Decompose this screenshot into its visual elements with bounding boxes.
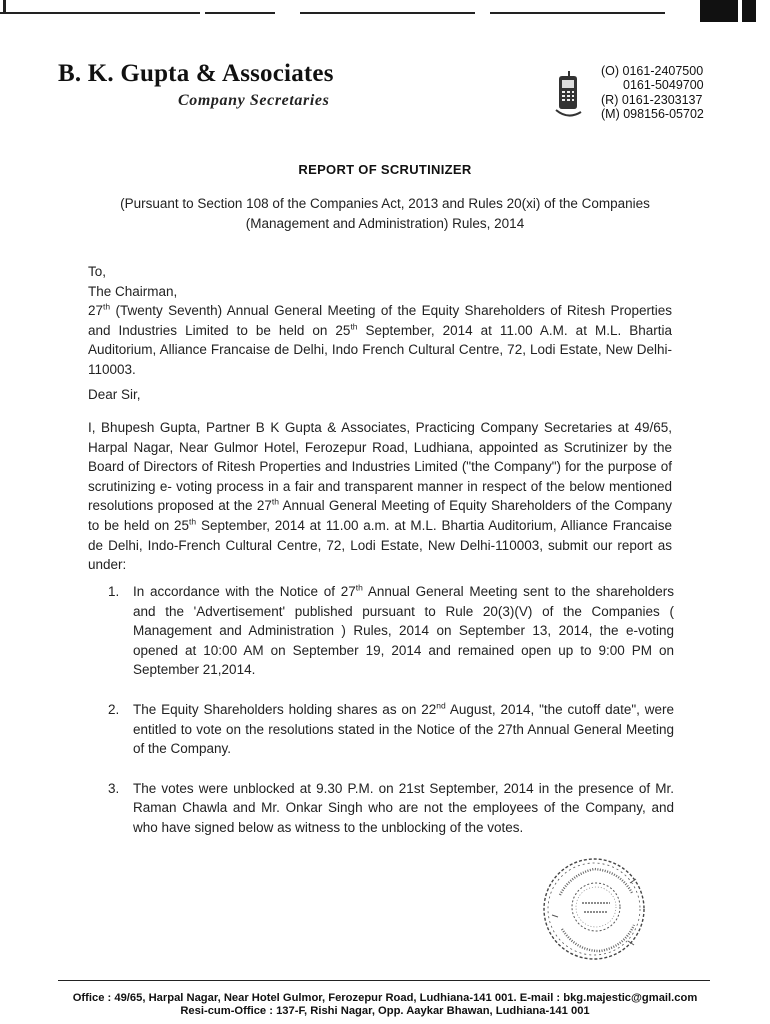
list-item — [108, 779, 674, 838]
office-phone: (O) 0161-2407500 — [601, 64, 704, 78]
firm-name: B. K. Gupta & Associates — [58, 60, 334, 87]
meeting-text: September, 2014 at 11.00 A.M. at M.L. Bhartia Auditorium, Alliance Francaise de Delhi, Indo French Cultural Centre, 72, Lodi Estate, New Delhi-110003. — [88, 322, 672, 377]
residence-address: Resi-cum-Office : 137-F, Rishi Nagar, Opp. Aaykar Bhawan, Ludhiana-141 001 — [180, 1004, 590, 1017]
item-number: 2. — [108, 701, 120, 717]
item-text: The votes were unblocked at 9.30 P.M. on 21st September, 2014 in the presence of Mr. Raman Chawla and Mr. Onkar Singh who are not the employees of the Company, and who have signed below as witness to the unblocking of the votes. — [133, 780, 674, 835]
pursuant-clause: (Pursuant to Section 108 of the Companies Act, 2013 and Rules 20(xi) of the Companies (Management and Administration) Rules, 2014 — [120, 196, 650, 231]
meeting-text: (Twenty Seventh) Annual General Meeting of the Equity Shareholders of Ritesh Properties and Industries Limited to be held on 25 — [88, 303, 672, 338]
intro-text: Annual General Meeting of Equity Shareholders of the Company to be held on 25 — [88, 498, 672, 533]
company-seal-stamp — [540, 855, 648, 963]
to-line: To, — [88, 264, 107, 279]
item-text: The Equity Shareholders holding shares as on 22 — [133, 701, 437, 717]
firm-subtitle: Company Secretaries — [178, 92, 330, 109]
top-rule — [490, 12, 665, 14]
item-number: 1. — [108, 584, 120, 599]
ordinal-suffix: th — [350, 321, 358, 332]
mobile-phone: (M) 098156-05702 — [601, 107, 704, 122]
item-text: August, 2014, "the cutoff date", were entitled to vote on the resolutions stated in the Notice of the 27th Annual General Meeting of the Company. — [133, 701, 674, 757]
ordinal-suffix: th — [271, 496, 279, 507]
top-rule — [205, 12, 275, 14]
item-text: In accordance with the Notice of 27 — [133, 584, 356, 599]
report-title: REPORT OF SCRUTINIZER — [298, 162, 472, 177]
intro-text: I, Bhupesh Gupta, Partner B K Gupta & Associates, Practicing Company Secretaries at 49/65, Harpal Nagar, Near Gulmor Hotel, Ferozepur Road, Ludhiana, appointed as Scrutinizer by the Board of Directors of Ritesh Properties and Industries Limited ("the Company") for the purpose of scrutinizing e- voting process in a fair and transparent manner in respect of the below mentioned resolutions proposed at the 27 — [88, 420, 672, 514]
top-rule — [300, 12, 475, 14]
office-phone-alt: 0161-5049700 — [623, 78, 704, 93]
scan-edge-mark — [742, 0, 756, 22]
numbered-list — [108, 582, 674, 858]
meeting-description — [88, 301, 672, 379]
top-border-marks — [0, 0, 770, 22]
residence-phone: (R) 0161-2303137 — [601, 92, 703, 107]
footer-address — [0, 992, 770, 1018]
meeting-ordinal: 27 — [88, 303, 104, 319]
contact-numbers — [601, 64, 704, 122]
item-text: Annual General Meeting sent to the shareholders and the 'Advertisement' published pursuant to Rule 20(3)(V) of the Companies ( Management and Administration ) Rules, 2014 on September 13, 2014, the e-voting opened at 10:00 AM on September 19, 2014 and remained open up to 9:00 PM on September 21,2014. — [133, 584, 674, 678]
addressee-block — [88, 262, 672, 380]
item-number: 3. — [108, 780, 120, 796]
ordinal-suffix: th — [189, 516, 197, 527]
recipient-line: The Chairman, — [88, 283, 178, 299]
phone-icon — [548, 70, 588, 122]
ordinal-suffix: nd — [436, 700, 446, 711]
ordinal-suffix: th — [355, 582, 363, 593]
intro-paragraph — [88, 418, 672, 575]
footer-divider — [58, 980, 710, 981]
office-address: Office : 49/65, Harpal Nagar, Near Hotel Gulmor, Ferozepur Road, Ludhiana-141 001. E-mail : bkg.majestic@gmail.com — [72, 992, 698, 1004]
top-rule — [0, 12, 200, 14]
list-item — [108, 700, 674, 759]
greeting: Dear Sir, — [88, 387, 141, 402]
list-item — [108, 582, 674, 680]
scan-edge-mark — [700, 0, 738, 22]
ordinal-suffix: th — [103, 301, 111, 312]
intro-text: September, 2014 at 11.00 a.m. at M.L. Bhartia Auditorium, Alliance Francaise de Delhi, Indo-French Cultural Centre, 72, Lodi Estate, New Delhi-110003, submit our report as under: — [88, 517, 672, 573]
